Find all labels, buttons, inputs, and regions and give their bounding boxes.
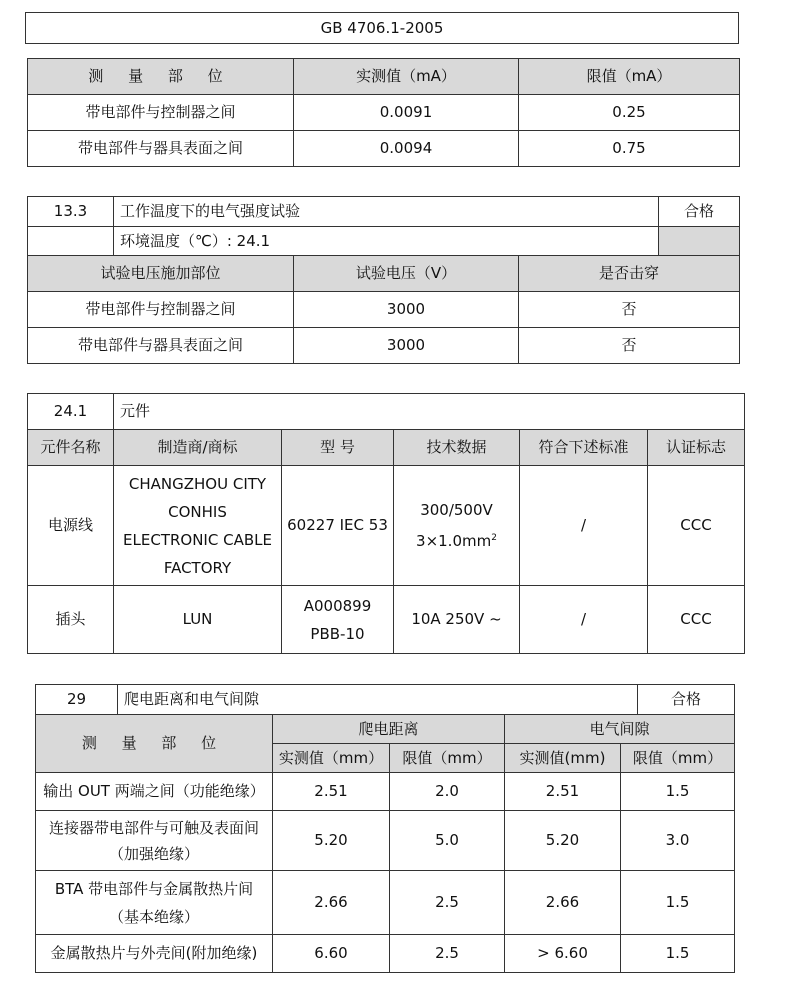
table-row (36, 871, 735, 935)
creepage-measured: 5.20 (273, 811, 390, 871)
creepage-limit: 2.5 (390, 935, 505, 973)
creepage-part (36, 871, 273, 935)
strength-breakdown: 否 (519, 328, 740, 364)
leakage-header-part: 测 量 部 位 (28, 59, 294, 95)
part-line: BTA 带电部件与金属散热片间 (54, 879, 254, 898)
part-line: （基本绝缘） (108, 907, 199, 926)
strength-header-voltage: 试验电压（V） (294, 256, 519, 292)
component-standard: / (520, 586, 648, 654)
strength-blank (28, 227, 114, 256)
strength-part: 带电部件与控制器之间 (28, 292, 294, 328)
clearance-limit: 1.5 (621, 935, 735, 973)
component-tech (394, 466, 520, 586)
part-line: （加强绝缘） (108, 844, 199, 863)
table-row (28, 95, 740, 131)
component-mark: CCC (648, 586, 745, 654)
leakage-header-limit: 限值（mA） (519, 59, 740, 95)
components-header-model: 型 号 (282, 430, 394, 466)
creepage-table (35, 684, 735, 973)
components-header-name: 元件名称 (28, 430, 114, 466)
maker-line: ELECTRONIC CABLE (123, 530, 272, 549)
creepage-limit: 2.5 (390, 871, 505, 935)
table-row (36, 935, 735, 973)
creepage-measured: 6.60 (273, 935, 390, 973)
leakage-header-measured: 实测值（mA） (294, 59, 519, 95)
clearance-measured: 5.20 (505, 811, 621, 871)
component-name: 插头 (28, 586, 114, 654)
components-title: 元件 (114, 394, 745, 430)
maker-line: CONHIS (168, 502, 227, 521)
strength-result: 合格 (659, 197, 740, 227)
creepage-limit: 2.0 (390, 773, 505, 811)
clearance-limit: 1.5 (621, 773, 735, 811)
components-header-tech: 技术数据 (394, 430, 520, 466)
tech-line (398, 524, 515, 555)
creepage-part: 金属散热片与外壳间(附加绝缘) (36, 935, 273, 973)
model-line: PBB-10 (310, 624, 365, 643)
components-table (27, 393, 745, 654)
components-clause: 24.1 (28, 394, 114, 430)
component-maker (114, 466, 282, 586)
creepage-part (36, 811, 273, 871)
tech-line: 300/500V (420, 501, 493, 519)
component-tech: 10A 250V ~ (394, 586, 520, 654)
creepage-sub-measured: 实测值（mm） (273, 744, 390, 773)
creepage-limit: 5.0 (390, 811, 505, 871)
component-name: 电源线 (28, 466, 114, 586)
table-row (28, 131, 740, 167)
strength-table (27, 196, 740, 364)
strength-header-breakdown: 是否击穿 (519, 256, 740, 292)
table-row (28, 586, 745, 654)
component-model: 60227 IEC 53 (282, 466, 394, 586)
strength-title: 工作温度下的电气强度试验 (114, 197, 659, 227)
table-row (28, 292, 740, 328)
strength-voltage: 3000 (294, 328, 519, 364)
clearance-measured: 2.66 (505, 871, 621, 935)
table-row (28, 328, 740, 364)
creepage-clause: 29 (36, 685, 118, 715)
table-row (36, 811, 735, 871)
components-header-mark: 认证标志 (648, 430, 745, 466)
maker-line: CHANGZHOU CITY (128, 474, 267, 493)
standard-label: GB 4706.1-2005 (26, 13, 739, 44)
strength-breakdown: 否 (519, 292, 740, 328)
components-header-maker: 制造商/商标 (114, 430, 282, 466)
creepage-sub-limit: 限值（mm） (390, 744, 505, 773)
tech-value: 3×1.0mm (416, 532, 492, 550)
clearance-measured: 2.51 (505, 773, 621, 811)
creepage-part: 输出 OUT 两端之间（功能绝缘） (36, 773, 273, 811)
leakage-limit: 0.25 (519, 95, 740, 131)
creepage-header-creepage: 爬电距离 (273, 715, 505, 744)
component-model (282, 586, 394, 654)
leakage-measured: 0.0091 (294, 95, 519, 131)
creepage-measured: 2.66 (273, 871, 390, 935)
clearance-sub-limit: 限值（mm） (621, 744, 735, 773)
creepage-header-part: 测 量 部 位 (36, 715, 273, 773)
component-mark: CCC (648, 466, 745, 586)
creepage-title: 爬电距离和电气间隙 (118, 685, 638, 715)
creepage-result: 合格 (638, 685, 735, 715)
table-row (28, 466, 745, 586)
clearance-measured: > 6.60 (505, 935, 621, 973)
component-maker: LUN (114, 586, 282, 654)
leakage-part: 带电部件与控制器之间 (28, 95, 294, 131)
clearance-limit: 1.5 (621, 871, 735, 935)
strength-voltage: 3000 (294, 292, 519, 328)
maker-line: FACTORY (163, 558, 232, 577)
strength-result-blank (659, 227, 740, 256)
leakage-part: 带电部件与器具表面之间 (28, 131, 294, 167)
component-standard: / (520, 466, 648, 586)
creepage-header-clearance: 电气间隙 (505, 715, 735, 744)
part-line: 连接器带电部件与可触及表面间 (48, 818, 259, 837)
standard-box (25, 12, 739, 44)
clearance-limit: 3.0 (621, 811, 735, 871)
leakage-limit: 0.75 (519, 131, 740, 167)
leakage-measured: 0.0094 (294, 131, 519, 167)
strength-ambient: 环境温度（℃）: 24.1 (114, 227, 659, 256)
model-line: A000899 (303, 596, 372, 615)
tech-superscript: 2 (491, 533, 497, 543)
components-header-standard: 符合下述标准 (520, 430, 648, 466)
strength-header-part: 试验电压施加部位 (28, 256, 294, 292)
strength-clause: 13.3 (28, 197, 114, 227)
table-row (36, 773, 735, 811)
clearance-sub-measured: 实测值(mm) (505, 744, 621, 773)
leakage-table (27, 58, 740, 167)
creepage-measured: 2.51 (273, 773, 390, 811)
strength-part: 带电部件与器具表面之间 (28, 328, 294, 364)
